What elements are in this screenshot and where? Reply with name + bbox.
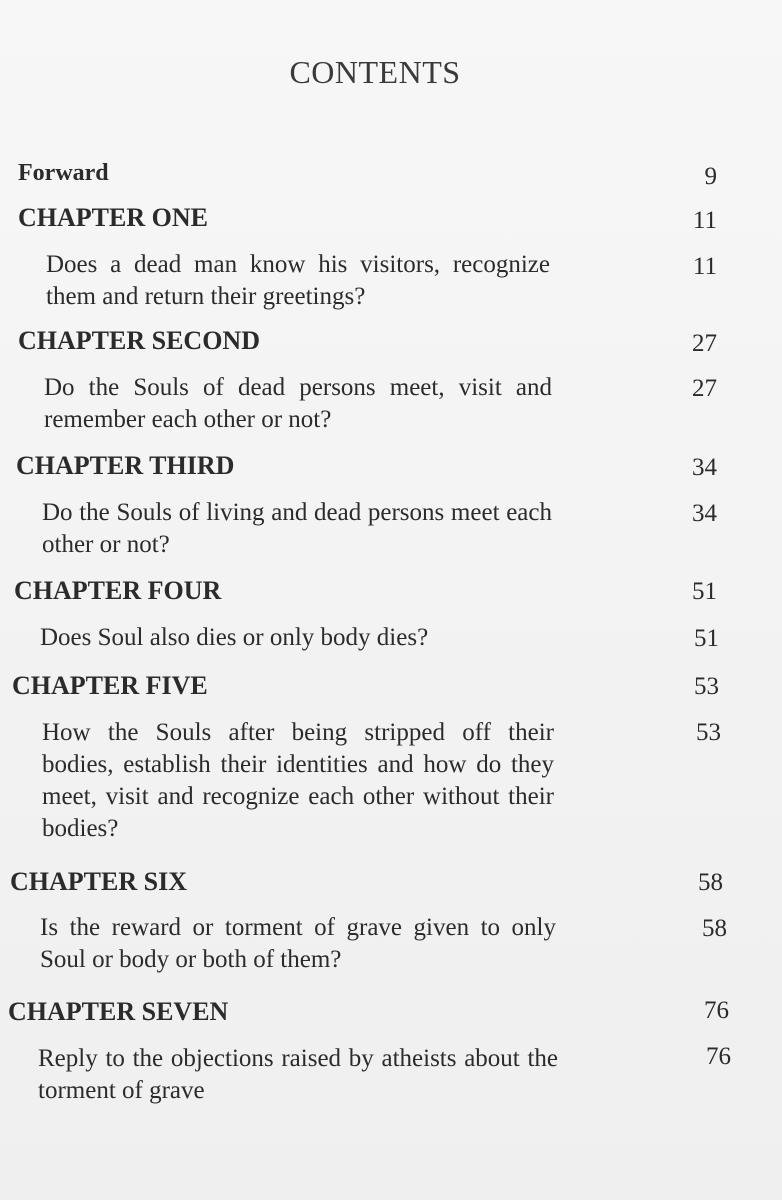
toc-description: Does Soul also dies or only body dies?	[40, 624, 429, 651]
toc-heading-chapter-six: CHAPTER SIX	[10, 867, 187, 896]
toc-description: Does a dead man know his visitors, recognize them and return their greetings?	[46, 251, 550, 310]
toc-page-number: 11	[692, 207, 717, 234]
page-title: CONTENTS	[289, 54, 461, 90]
toc-page-number: 58	[702, 915, 727, 942]
toc-page-number: 9	[704, 163, 717, 190]
toc-page-number: 51	[694, 625, 719, 652]
toc-page-number: 27	[692, 375, 717, 402]
toc-page-number: 11	[692, 253, 717, 280]
toc-page-number: 34	[692, 500, 717, 527]
toc-heading-chapter-one: CHAPTER ONE	[18, 203, 208, 232]
toc-heading-chapter-five: CHAPTER FIVE	[12, 671, 208, 700]
toc-page-number: 51	[692, 578, 717, 605]
toc-description: How the Souls after being stripped off their bodies, establish their identities and how do they meet, visit and recognize each other without their bodies?	[42, 719, 554, 842]
toc-page-number: 76	[706, 1043, 731, 1070]
toc-description: Do the Souls of living and dead persons meet each other or not?	[42, 499, 552, 558]
toc-page-number: 53	[694, 673, 719, 700]
toc-page-number: 76	[704, 997, 729, 1024]
toc-page-number: 34	[692, 454, 717, 481]
toc-heading-chapter-second: CHAPTER SECOND	[18, 326, 260, 355]
toc-heading-chapter-four: CHAPTER FOUR	[14, 576, 222, 605]
toc-description: Reply to the objections raised by atheists about the torment of grave	[38, 1045, 558, 1104]
toc-heading-chapter-seven: CHAPTER SEVEN	[8, 997, 229, 1026]
toc-heading-chapter-third: CHAPTER THIRD	[16, 451, 235, 480]
toc-page-number: 53	[696, 719, 721, 746]
toc-page-number: 58	[698, 869, 723, 896]
toc-heading-forward: Forward	[18, 160, 109, 186]
toc-description: Is the reward or torment of grave given to only Soul or body or both of them?	[40, 914, 556, 973]
toc-description: Do the Souls of dead persons meet, visit and remember each other or not?	[44, 374, 552, 433]
toc-page-number: 27	[692, 330, 717, 357]
